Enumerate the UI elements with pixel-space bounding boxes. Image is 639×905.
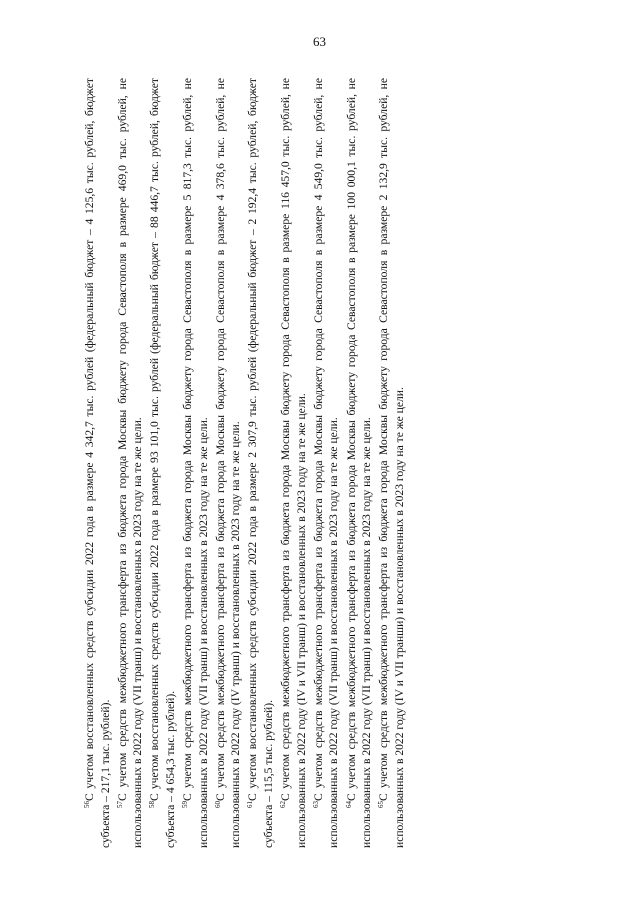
footnote-text: С учетом восстановленных средств субсидии 2022 года в размере 4 342,7 тыс. рублей (федеральный бюджет – 4 125,6 тыс. рублей, бюджет субъекта – 217,1 тыс. рублей). [83,78,112,848]
footnote-text: С учетом средств межбюджетного трансферта из бюджета города Москвы бюджету города Севастополя в размере 5 817,3 тыс. рублей, не использованных в 2022 году (VII транш) и восстановленных в 2023 году на те же цели. [181,78,210,848]
footnote-text: С учетом средств межбюджетного трансферта из бюджета города Москвы бюджету города Севастополя в размере 4 549,0 тыс. рублей, не использованных в 2022 году (VII транш) и восстановленных в 2023 году на те же цели. [311,78,341,848]
footnote-text: С учетом восстановленных средств субсидии 2022 года в размере 2 307,9 тыс. рублей (федеральный бюджет – 2 192,4 тыс. рублей, бюджет субъекта – 115,5 тыс. рублей). [246,78,276,848]
footnote-number: 65 [377,801,386,808]
page-number: 63 [313,34,326,49]
footnote-number: 60 [213,801,222,808]
footnotes-block [82,78,409,848]
footnote [180,78,211,848]
footnote [278,78,309,848]
footnote [376,78,407,848]
footnote-number: 59 [181,801,190,808]
footnote-text: С учетом средств межбюджетного трансферта из бюджета города Москвы бюджету города Севастополя в размере 116 457,0 тыс. рублей, не использованных в 2022 году (IV и VII транш) и восстановленных в 2023 году на те же цели. [279,78,308,848]
footnote-number: 56 [83,801,91,808]
footnote [115,78,146,848]
footnote [311,78,342,848]
footnote-text: С учетом средств межбюджетного трансферта из бюджета города Москвы бюджету города Севастополя в размере 469,0 тыс. рублей, не использованных в 2022 году (VII транш) и восстановленных в 2023 году на те же цели. [115,78,145,848]
footnote-text: С учетом средств межбюджетного трансферта из бюджета города Москвы бюджету города Севастополя в размере 100 000,1 тыс. рублей, не использованных в 2022 году (VII транш) и восстановленных в 2023 году на те же цели. [344,78,374,848]
footnote [147,78,178,848]
footnote-text: С учетом средств межбюджетного трансферта из бюджета города Москвы бюджету города Севастополя в размере 4 378,6 тыс. рублей, не использованных в 2022 году (IV транш) и восстановленных в 2023 году на те же цели. [213,78,243,848]
footnote-number: 57 [115,801,124,808]
footnote-number: 63 [311,801,320,808]
footnote [82,78,113,848]
footnote-number: 61 [246,801,255,808]
footnote [245,78,276,848]
footnote-text: С учетом восстановленных средств субсидии 2022 года в размере 93 101,0 тыс. рублей (федеральный бюджет – 88 446,7 тыс. рублей, бюджет субъекта – 4 654,3 тыс. рублей). [148,78,177,848]
footnote-text: С учетом средств межбюджетного трансферта из бюджета города Москвы бюджету города Севастополя в размере 2 132,9 тыс. рублей, не использованных в 2022 году (IV и VII транши) и восстановленных в 2023 году на те же цели. [377,78,406,848]
footnote-number: 64 [344,801,353,808]
footnote-number: 58 [148,801,157,808]
footnote-number: 62 [279,801,288,808]
footnote [344,78,375,848]
footnote [213,78,244,848]
